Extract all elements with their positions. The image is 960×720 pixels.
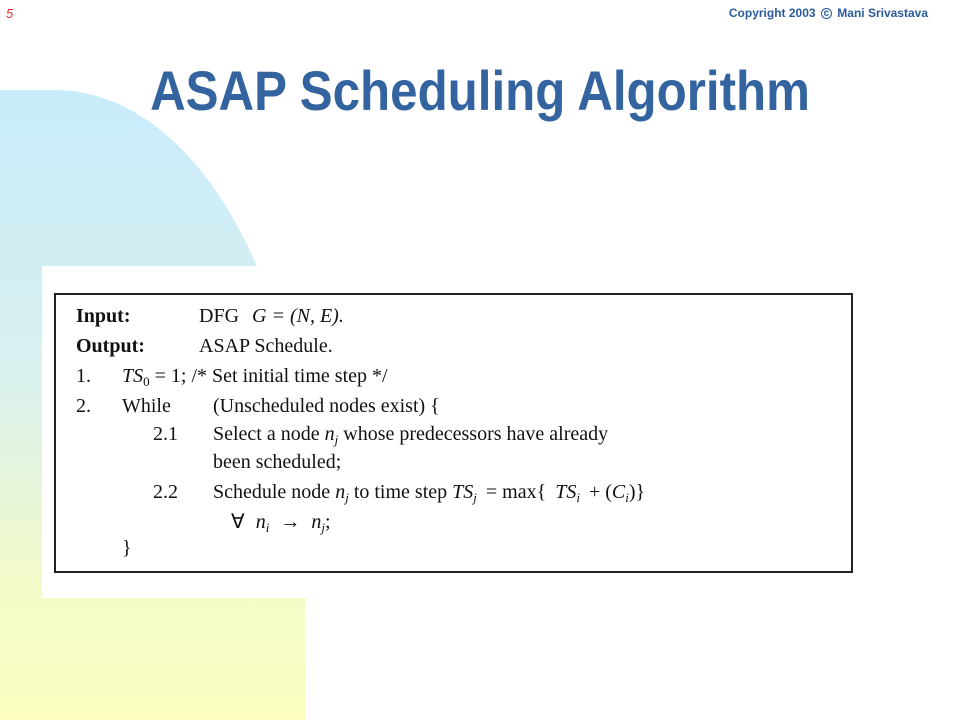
output-label: Output:: [76, 335, 145, 357]
step-2-1-text-a: Select a node: [213, 423, 320, 445]
step-2-1-text-b: whose predecessors have already: [343, 423, 609, 445]
step-2-2-nj-sub: j: [321, 520, 325, 535]
step-1-number: 1.: [76, 365, 91, 387]
input-line: [76, 305, 344, 328]
algorithm-box: [54, 293, 853, 573]
step-2-1-n: n: [324, 423, 335, 445]
copyright-notice: [729, 6, 928, 20]
step-2-2-ni: n: [255, 511, 266, 533]
step-2-1-n-sub: j: [334, 432, 339, 447]
step-2-2-end: ;: [324, 511, 331, 533]
step-2-2-tsi: TS: [555, 481, 577, 503]
step-2-keyword: While: [122, 395, 171, 417]
step-2-2-ts: TS: [452, 481, 474, 503]
step-2-2-n-sub: j: [345, 490, 349, 505]
forall-symbol: ∀: [231, 511, 245, 533]
copyright-author: Mani Srivastava: [837, 6, 928, 20]
step-2: [76, 395, 440, 418]
step-2-1-number: 2.1: [153, 423, 178, 445]
slide-title: ASAP Scheduling Algorithm: [150, 59, 810, 122]
slide-number: 5: [6, 6, 14, 21]
step-2-2-close: )}: [628, 481, 646, 503]
input-dfg: DFG: [199, 305, 240, 327]
step-2-number: 2.: [76, 395, 91, 417]
step-2-2-c: C: [611, 481, 626, 503]
step-2-2-plus: + (: [588, 481, 612, 503]
step-2-1-body: [213, 423, 608, 448]
step-2-2-ts-sub: j: [473, 490, 477, 505]
step-2-2-number: 2.2: [153, 481, 178, 503]
input-text: [199, 305, 344, 328]
step-2-2-tsi-sub: i: [576, 490, 580, 505]
arrow-icon: →: [280, 511, 301, 533]
step-1: [76, 365, 388, 389]
output-line: [76, 335, 333, 358]
copyright-year: Copyright 2003: [728, 6, 816, 20]
step-2-2-text-a: Schedule node: [213, 481, 331, 503]
step-2-2-eq: = max{: [485, 481, 547, 503]
output-text: ASAP Schedule.: [199, 335, 333, 357]
step-1-ts: TS: [122, 365, 144, 387]
step-1-rest: = 1; /* Set initial time step */: [154, 365, 388, 387]
step-2-2-c-sub: i: [625, 490, 629, 505]
step-2-2-text-b: to time step: [353, 481, 448, 503]
closing-brace: }: [122, 537, 132, 559]
input-label: Input:: [76, 305, 131, 327]
step-1-ts-sub: 0: [143, 374, 150, 389]
step-1-body: [122, 365, 388, 390]
step-2-2-line2: [231, 509, 331, 536]
input-math: G = (N, E).: [252, 305, 344, 327]
step-2-condition: (Unscheduled nodes exist) {: [213, 395, 440, 417]
step-2-2-body: [213, 481, 645, 506]
step-2-2-n: n: [335, 481, 346, 503]
step-2-2-nj: n: [311, 511, 322, 533]
step-2-2-ni-sub: i: [265, 520, 270, 535]
step-2-1-line2: been scheduled;: [213, 451, 342, 473]
copyright-icon: c: [821, 8, 832, 19]
